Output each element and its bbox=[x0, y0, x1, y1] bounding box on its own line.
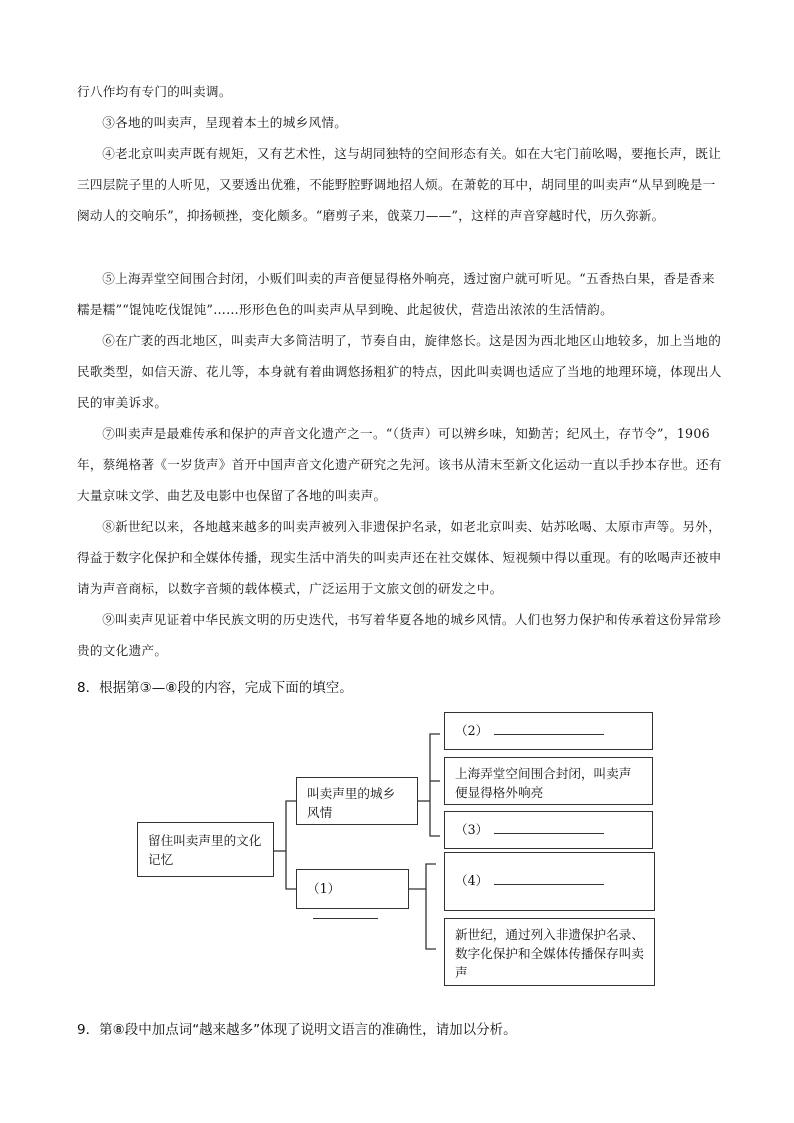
blank-1-line[interactable] bbox=[313, 906, 378, 919]
diagram-lower-leaf-2-text: 新世纪，通过列入非遗保护名录、数字化保护和全媒体传播保存叫卖声 bbox=[455, 927, 644, 980]
question-8: 8．根据第③—⑧段的内容，完成下面的填空。 bbox=[77, 680, 353, 696]
blank-2-line[interactable] bbox=[494, 722, 604, 735]
blank-1-label: （1） bbox=[307, 881, 341, 896]
paragraph-9: ⑨叫卖声见证着中华民族文明的历史迭代，书写着华夏各地的城乡风情。人们也努力保护和传承着这份异常珍贵的文化遗产。 bbox=[77, 612, 722, 658]
diagram-root-text: 留住叫卖声里的文化记忆 bbox=[148, 833, 262, 867]
paragraph-8: ⑧新世纪以来，各地越来越多的叫卖声被列入非遗保护名录，如老北京叫卖、姑苏吆喝、太原市声等。另外，得益于数字化保护和全媒体传播，现实生活中消失的叫卖声还在社交媒体、短视频中得以重现。有的吆喝声还被申请为声音商标，以数字音频的载体模式，广泛运用于文旅文创的研发之中。 bbox=[77, 519, 722, 596]
diagram-branch-upper-text: 叫卖声里的城乡风情 bbox=[307, 786, 396, 820]
blank-3-line[interactable] bbox=[494, 821, 604, 834]
paragraph-7: ⑦叫卖声是最难传承和保护的声音文化遗产之一。“（货声）可以辨乡味，知勤苦；纪风土，存节令”，1906年，蔡绳格著《一岁货声》首开中国声音文化遗产研究之先河。该书从清末至新文化运动一直以手抄本存世。还有大量京味文学、曲艺及电影中也保留了各地的叫卖声。 bbox=[77, 426, 722, 503]
diagram-lower-leaf-1-box bbox=[444, 852, 655, 911]
paragraph-4: ④老北京叫卖声既有规矩，又有艺术性，这与胡同独特的空间形态有关。如在大宅门前吆喝，要拖长声，既让三四层院子里的人听见，又要透出优雅，不能野腔野调地招人烦。在萧乾的耳中，胡同里的叫卖声“从早到晚是一阕动人的交响乐”，抑扬顿挫，变化颇多。“磨剪子来，戗菜刀——”，这样的声音穿越时代，历久弥新。 bbox=[77, 146, 722, 223]
diagram-upper-leaf-2-text: 上海弄堂空间围合封闭，叫卖声便显得格外响亮 bbox=[455, 766, 632, 800]
blank-4-line[interactable] bbox=[494, 872, 604, 885]
paragraph-3: ③各地的叫卖声，呈现着本土的城乡风情。 bbox=[102, 115, 348, 130]
diagram-branch-upper-box bbox=[296, 777, 418, 825]
question-9: 9．第⑧段中加点词“越来越多”体现了说明文语言的准确性，请加以分析。 bbox=[77, 1022, 517, 1038]
diagram-root-box bbox=[137, 822, 274, 877]
diagram-branch-lower-box bbox=[296, 869, 409, 909]
paragraph-6: ⑥在广袤的西北地区，叫卖声大多简洁明了，节奏自由，旋律悠长。这是因为西北地区山地较多，加上当地的民歌类型，如信天游、花儿等，本身就有着曲调悠扬粗犷的特点，因此叫卖调也适应了当地的地理环境，体现出人民的审美诉求。 bbox=[77, 333, 722, 410]
paragraph-5: ⑤上海弄堂空间围合封闭，小贩们叫卖的声音便显得格外响亮，透过窗户就可听见。“五香热白果，香是香来糯是糯”“馄饨吃伐馄饨”……形形色色的叫卖声从早到晚、此起彼伏，营造出浓浓的生活情韵。 bbox=[77, 271, 715, 317]
diagram-upper-leaf-2-box bbox=[444, 757, 653, 805]
blank-2-label: （2） bbox=[455, 723, 489, 738]
blank-3-label: （3） bbox=[455, 822, 489, 837]
diagram-upper-leaf-1-box bbox=[444, 712, 653, 750]
paragraph-continuation: 行八作均有专门的叫卖调。 bbox=[77, 84, 232, 99]
blank-4-label: （4） bbox=[455, 873, 489, 888]
diagram-lower-leaf-2-box bbox=[444, 918, 655, 986]
diagram-upper-leaf-3-box bbox=[444, 811, 653, 849]
